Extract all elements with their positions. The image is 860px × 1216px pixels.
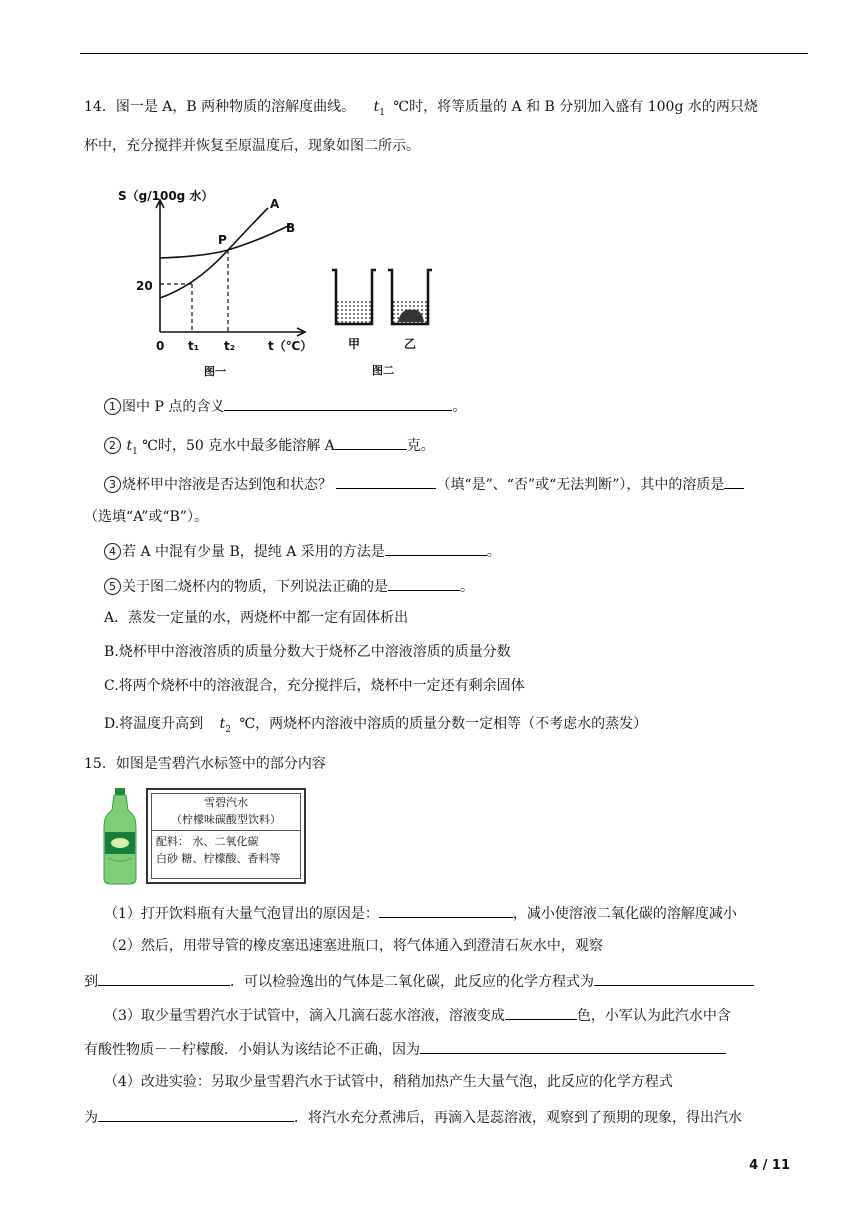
answer-blank-5[interactable] xyxy=(388,575,460,591)
header-rule xyxy=(80,53,808,54)
beaker-right-label: 乙 xyxy=(404,337,417,351)
t1-var: t xyxy=(373,99,380,115)
answer-blank-q15-2b[interactable] xyxy=(594,970,754,986)
beaker-left-label: 甲 xyxy=(348,337,361,351)
q15-p1-b: ，减小使溶液二氧化碳的溶解度减小 xyxy=(512,906,737,922)
beaker-yi xyxy=(388,270,432,324)
circle-number-5: 5 xyxy=(104,578,121,595)
q15-part3-line2 xyxy=(84,1038,726,1060)
option-a: A．蒸发一定量的水，两烧杯中都一定有固体析出 xyxy=(104,610,409,626)
soda-bottle-image xyxy=(100,786,140,886)
t2-sub: 2 xyxy=(225,724,232,735)
q15-p2-c: ．可以检验逸出的气体是二氧化碳，此反应的化学方程式为 xyxy=(230,974,594,990)
circle-number-1: 1 xyxy=(104,398,121,415)
curve-a-label: A xyxy=(270,197,280,211)
sq1-text-a: 图中 P 点的含义 xyxy=(122,399,225,415)
beakers-caption: 图二 xyxy=(372,364,394,377)
solubility-graph xyxy=(118,180,328,380)
sub-question-4 xyxy=(104,540,501,562)
q15-p3-b: 色，小军认为此汽水中含 xyxy=(576,1008,731,1024)
option-b: B.烧杯甲中溶液溶质的质量分数大于烧杯乙中溶液溶质的质量分数 xyxy=(104,644,511,660)
sq4-text-b: 。 xyxy=(486,544,501,560)
sq3-text-a: 烧杯甲中溶液是否达到饱和状态？ xyxy=(122,477,332,493)
answer-blank-4[interactable] xyxy=(385,540,487,556)
curve-b-label: B xyxy=(286,221,296,235)
circle-number-4: 4 xyxy=(104,543,121,560)
answer-blank-3a[interactable] xyxy=(336,473,436,489)
sub-question-3 xyxy=(104,473,744,495)
q15-p3-c: 有酸性物质－－柠檬酸．小娟认为该结论不正确，因为 xyxy=(84,1042,420,1058)
answer-blank-q15-4[interactable] xyxy=(98,1106,294,1122)
beakers-figure xyxy=(328,264,438,380)
answer-blank-q15-1[interactable] xyxy=(379,902,513,918)
q15-part2-line2 xyxy=(84,970,754,992)
graph-x-axis-label: t（℃） xyxy=(268,339,313,353)
graph-x-tick-t1: t₁ xyxy=(188,339,199,353)
sq5-text-b: 。 xyxy=(460,579,474,595)
answer-blank-q15-2a[interactable] xyxy=(98,970,230,986)
t1-sub-sq2: 1 xyxy=(132,446,138,457)
answer-blank-3b[interactable] xyxy=(724,473,744,489)
q15-part3-line1 xyxy=(104,1004,731,1026)
q15-stem: 15．如图是雪碧汽水标签中的部分内容 xyxy=(84,756,326,772)
q15-part2-line1: （2）然后，用带导管的橡皮塞迅速塞进瓶口，将气体通入到澄清石灰水中，观察 xyxy=(104,938,603,954)
option-d-a: D.将温度升高到 xyxy=(104,716,204,732)
sq5-text-a: 关于图二烧杯内的物质，下列说法正确的是 xyxy=(122,579,388,595)
sq3-text-c: （选填“A”或“B”）。 xyxy=(84,509,208,525)
graph-x-tick-t2: t₂ xyxy=(224,339,235,353)
sq4-text-a: 若 A 中混有少量 B，提纯 A 采用的方法是 xyxy=(122,544,385,560)
sub-question-5 xyxy=(104,575,474,597)
q15-p2-b: 到 xyxy=(84,974,98,990)
q15-p1-a: （1）打开饮料瓶有大量气泡冒出的原因是： xyxy=(104,906,379,922)
sprite-label-inner xyxy=(151,793,301,879)
option-d xyxy=(104,714,647,740)
point-p-label: P xyxy=(218,233,227,247)
label-subtitle: （柠檬味碳酸型饮料） xyxy=(171,813,281,826)
q14-stem-line2: 杯中，充分搅拌并恢复至原温度后，现象如图二所示。 xyxy=(84,138,420,154)
graph-caption: 图一 xyxy=(204,365,226,378)
sprite-label-box xyxy=(146,788,306,884)
q15-part4-line2 xyxy=(84,1106,742,1128)
q15-part1 xyxy=(104,902,737,924)
circle-number-2: 2 xyxy=(104,437,121,454)
label-ingredients-1: 配料： 水、二氧化碳 xyxy=(156,835,259,848)
answer-blank-1[interactable] xyxy=(224,395,452,411)
graph-origin: 0 xyxy=(156,339,165,353)
option-d-b: ℃，两烧杯内溶液中溶质的质量分数一定相等（不考虑水的蒸发） xyxy=(239,716,648,732)
sub-question-2 xyxy=(104,434,435,462)
t2-var: t xyxy=(219,716,226,732)
sq2-text-a: ℃时，50 克水中最多能溶解 A xyxy=(142,438,335,454)
q14-stem-b: ℃时，将等质量的 A 和 B 分别加入盛有 100g 水的两只烧 xyxy=(393,99,758,115)
sq2-text-b: 克。 xyxy=(406,438,435,454)
answer-blank-2[interactable] xyxy=(335,434,407,450)
sq1-text-b: 。 xyxy=(452,399,467,415)
q15-p3-a: （3）取少量雪碧汽水于试管中，滴入几滴石蕊水溶液，溶液变成 xyxy=(104,1008,505,1024)
circle-number-3: 3 xyxy=(104,476,121,493)
sub-question-1 xyxy=(104,395,466,417)
q14-stem-line1 xyxy=(84,97,758,123)
graph-y-tick-20: 20 xyxy=(136,279,153,293)
sq3-text-b: （填“是”、“否”或“无法判断”），其中的溶质是 xyxy=(436,477,725,493)
page-number: 4 / 11 xyxy=(749,1158,790,1173)
q14-stem-a: 14．图一是 A，B 两种物质的溶解度曲线。 xyxy=(84,99,356,115)
label-title: 雪碧汽水 xyxy=(204,796,248,809)
q15-p4-c: ．将汽水充分煮沸后，再滴入是蕊溶液，观察到了预期的现象，得出汽水 xyxy=(294,1110,742,1126)
answer-blank-q15-3b[interactable] xyxy=(420,1038,726,1054)
beaker-jia xyxy=(332,270,376,324)
option-c: C.将两个烧杯中的溶液混合，充分搅拌后，烧杯中一定还有剩余固体 xyxy=(104,678,525,694)
graph-y-axis-label: S（g/100g 水） xyxy=(118,189,214,203)
answer-blank-q15-3a[interactable] xyxy=(505,1004,577,1020)
t1-sub: 1 xyxy=(379,107,385,118)
label-ingredients-2: 白砂 糖、柠檬酸、香料等 xyxy=(156,852,281,865)
q15-part4-line1: （4）改进实验：另取少量雪碧汽水于试管中，稍稍加热产生大量气泡，此反应的化学方程式 xyxy=(104,1074,673,1090)
q15-p4-b: 为 xyxy=(84,1110,98,1126)
t1-var-sq2: t xyxy=(126,438,133,454)
label-divider xyxy=(152,830,300,831)
